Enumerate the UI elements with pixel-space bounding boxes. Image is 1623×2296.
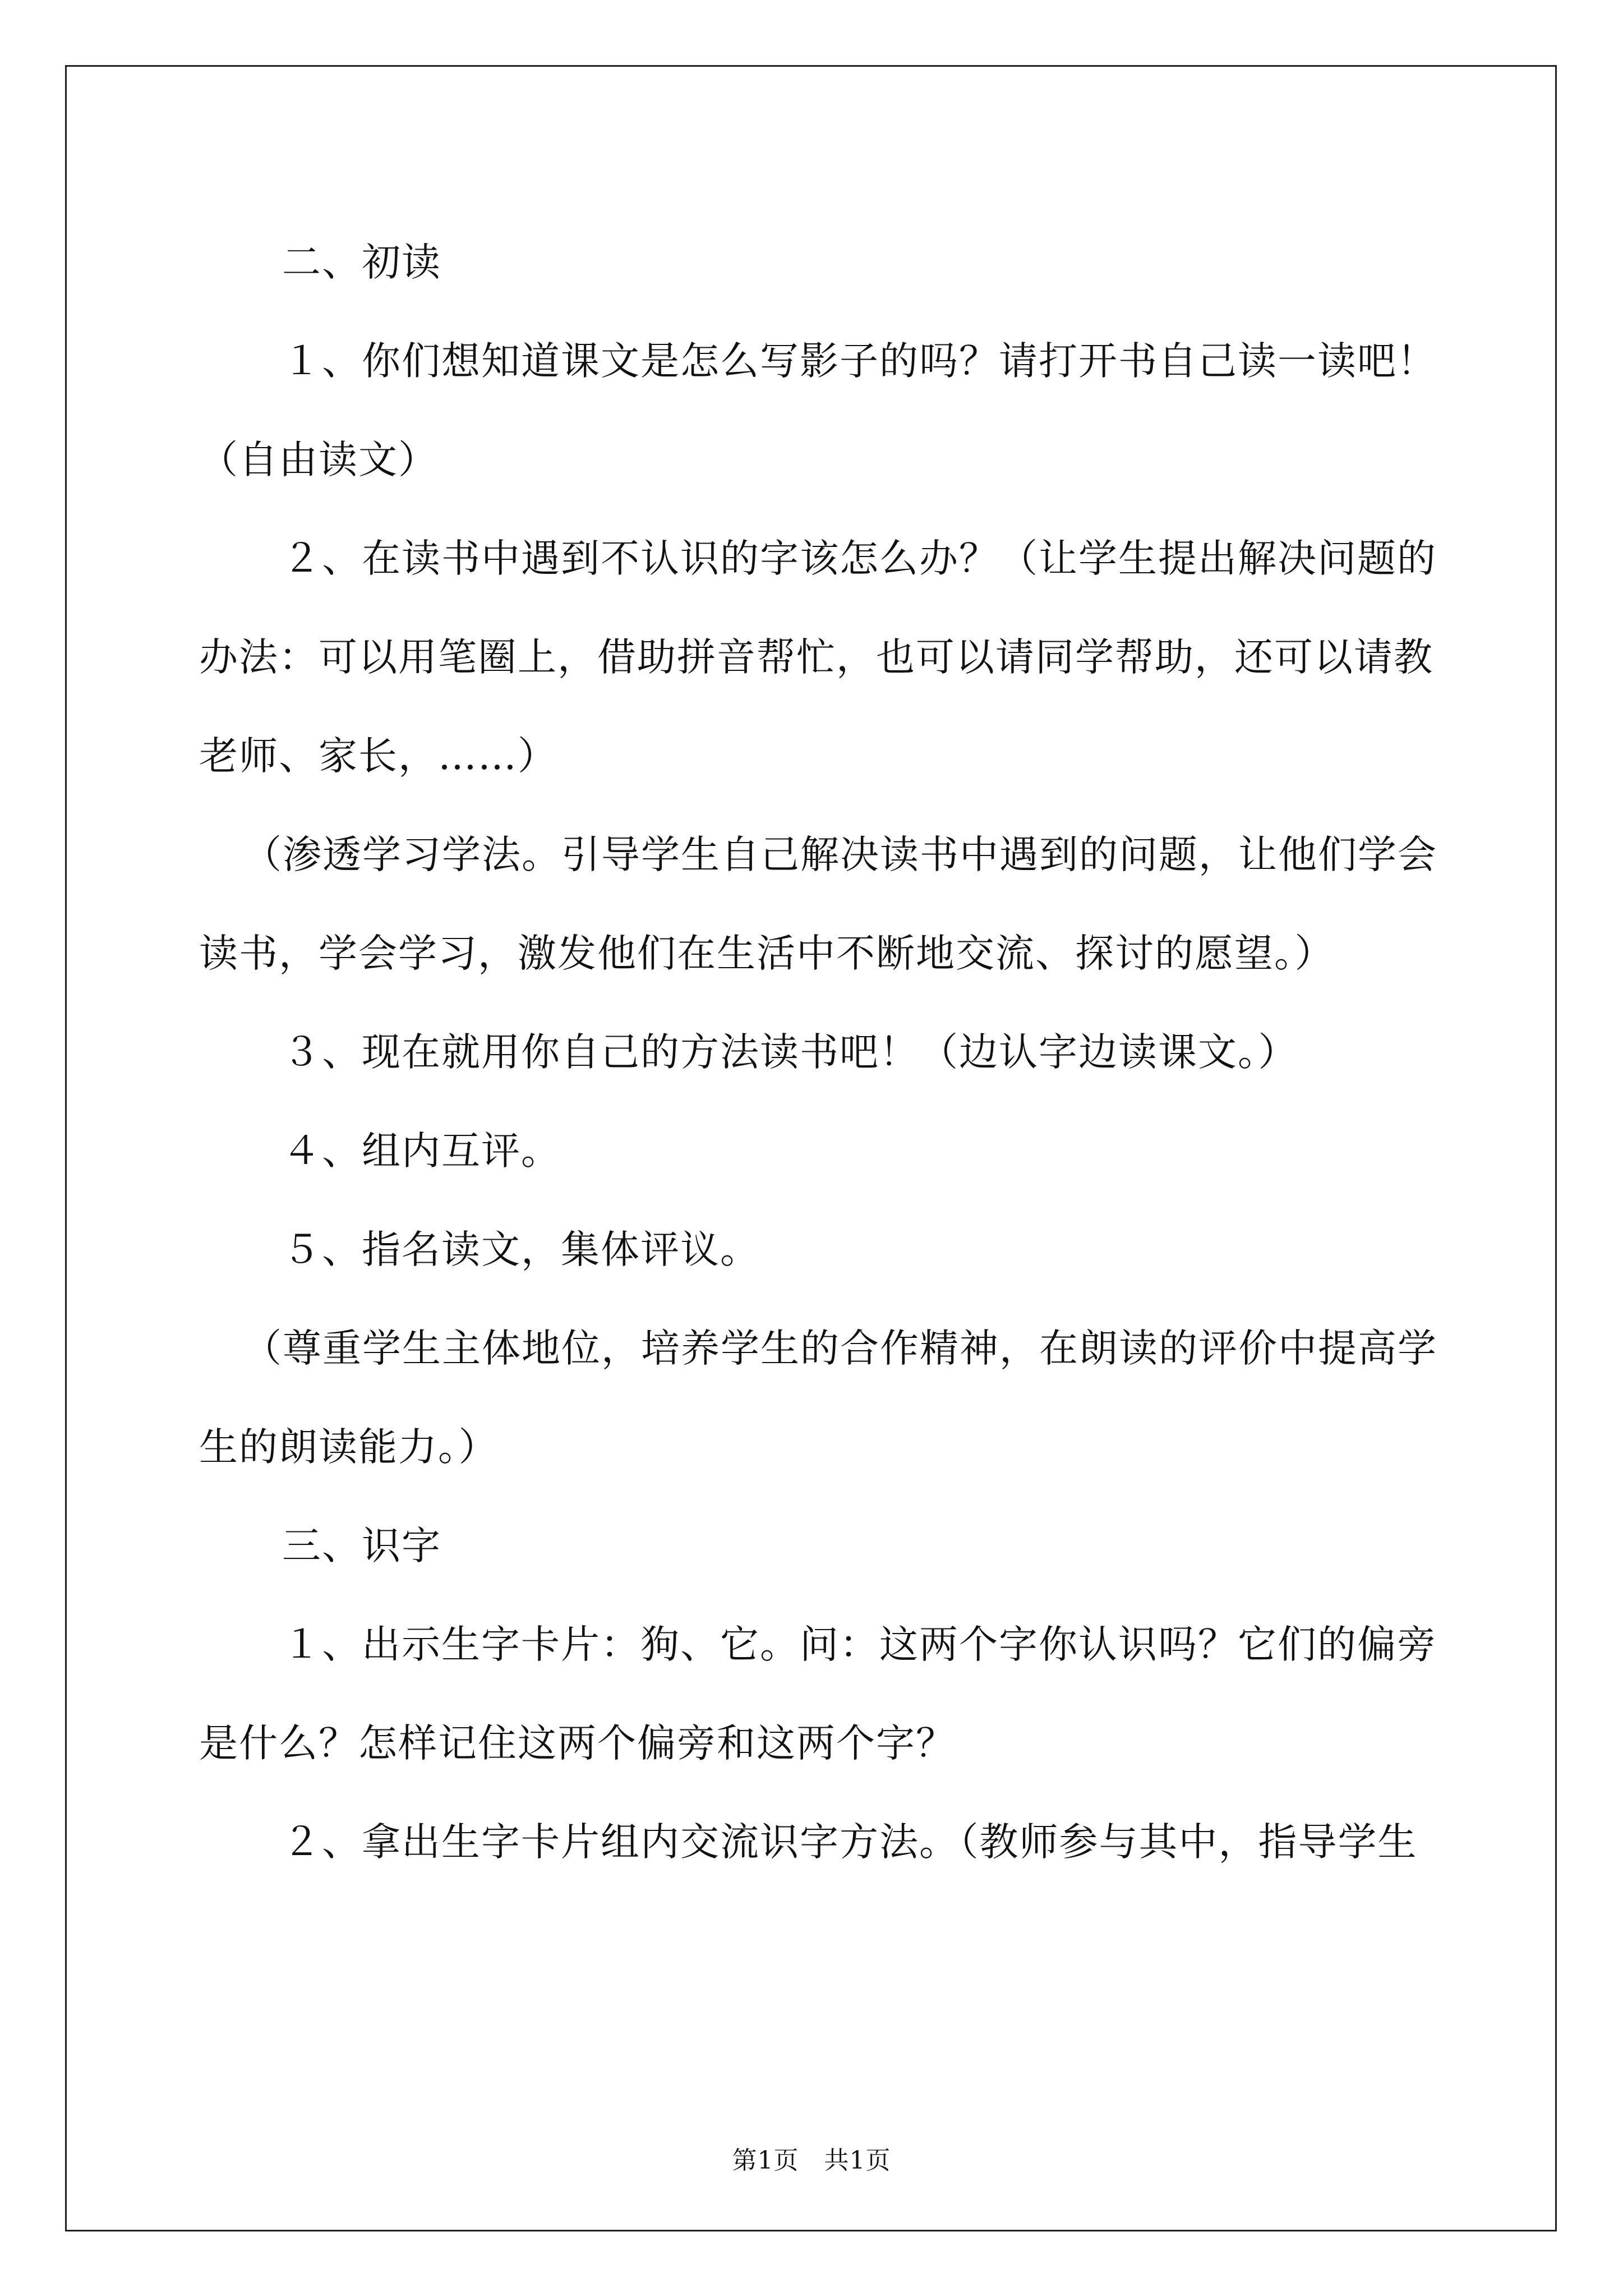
paragraph-item: １、出示生字卡片：狗、它。问：这两个字你认识吗？它们的偏旁是什么？怎样记住这两个偏旁和这两个字？ xyxy=(199,1622,1437,1766)
section-heading-shizi: 三、识字 xyxy=(282,1524,441,1568)
document-body xyxy=(199,213,1438,1892)
paragraph-item: ３、现在就用你自己的方法读书吧！（边认字边读课文。） xyxy=(282,1030,1298,1075)
paragraph-item: １、你们想知道课文是怎么写影子的吗？请打开书自己读一读吧！（自由读文） xyxy=(199,339,1437,482)
paragraph-item: ４、组内互评。 xyxy=(282,1129,561,1174)
paragraph-item: ２、在读书中遇到不认识的字该怎么办？（让学生提出解决问题的办法：可以用笔圈上，借助拼音帮忙，也可以请同学帮助，还可以请教老师、家长，……） xyxy=(199,536,1437,779)
paragraph-item: ５、指名读文，集体评议。 xyxy=(282,1227,760,1272)
paragraph-note: （尊重学生主体地位，培养学生的合作精神，在朗读的评价中提高学生的朗读能力。） xyxy=(199,1326,1437,1470)
page-number-footer: 第1页 共1页 xyxy=(732,2146,891,2175)
section-heading-chudu: 二、初读 xyxy=(282,240,441,285)
paragraph-item: ２、拿出生字卡片组内交流识字方法。（教师参与其中，指导学生 xyxy=(282,1820,1418,1865)
paragraph-note: （渗透学习学法。引导学生自己解决读书中遇到的问题，让他们学会读书，学会学习，激发他们在生活中不断地交流、探讨的愿望。） xyxy=(199,832,1437,976)
